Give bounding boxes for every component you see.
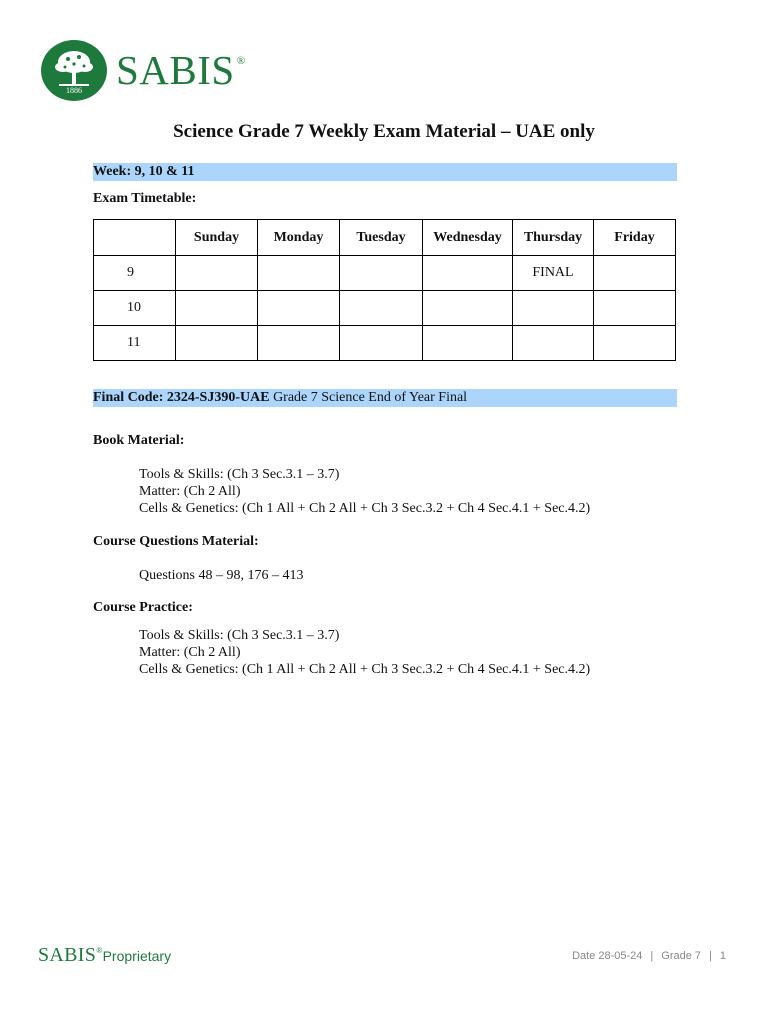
table-row [94,326,676,361]
table-cell [258,291,340,326]
week-band: Week: 9, 10 & 11 [93,163,677,181]
course-questions-label: Course Questions Material: [93,534,259,549]
table-cell [340,291,423,326]
footer-registered-mark: ® [96,946,103,955]
footer-separator: | [650,950,654,962]
table-header-cell: Wednesday [423,220,513,256]
table-cell-week: 11 [94,326,176,361]
table-cell [176,326,258,361]
table-cell: FINAL [513,256,594,291]
final-code-label: Final Code: 2324-SJ390-UAE [93,390,270,405]
book-material-label: Book Material: [93,433,185,448]
table-header-cell: Tuesday [340,220,423,256]
table-cell [340,256,423,291]
brand-name: SABIS [116,47,235,93]
table-header-cell [94,220,176,256]
table-cell [513,291,594,326]
page-number: 1 [719,950,726,962]
sabis-logo [41,40,246,101]
brand-wordmark [116,47,246,93]
final-code-band [93,389,677,407]
table-cell [423,256,513,291]
table-header-cell: Monday [258,220,340,256]
table-cell-week: 10 [94,291,176,326]
table-header-cell: Sunday [176,220,258,256]
footer-brand-name: SABIS [38,944,97,966]
table-cell [340,326,423,361]
tree-seal-icon [41,40,107,101]
footer-separator: | [709,950,712,962]
exam-timetable [93,219,676,361]
footer-grade: Grade 7 [661,950,702,962]
list-item: Matter: (Ch 2 All) [139,484,241,499]
list-item: Cells & Genetics: (Ch 1 All + Ch 2 All + Ch 3 Sec.3.2 + Ch 4 Sec.4.1 + Sec.4.2) [139,501,591,516]
footer-meta [572,950,726,962]
table-cell [594,291,676,326]
seal-year: 1886 [66,86,82,95]
list-item: Matter: (Ch 2 All) [139,645,241,660]
course-practice-list [139,627,590,678]
table-cell [258,256,340,291]
footer-brand [38,944,171,967]
table-cell [423,326,513,361]
table-cell [594,256,676,291]
list-item: Questions 48 – 98, 176 – 413 [139,568,304,583]
table-cell [423,291,513,326]
book-material-list [139,466,590,517]
final-code-description: Grade 7 Science End of Year Final [269,390,468,405]
table-cell [594,326,676,361]
footer-date: Date 28-05-24 [572,950,643,962]
table-cell [176,256,258,291]
list-item: Tools & Skills: (Ch 3 Sec.3.1 – 3.7) [139,467,340,482]
course-questions-list [139,567,304,584]
table-row [94,291,676,326]
list-item: Cells & Genetics: (Ch 1 All + Ch 2 All + Ch 3 Sec.3.2 + Ch 4 Sec.4.1 + Sec.4.2) [139,662,591,677]
table-header-cell: Thursday [513,220,594,256]
table-header-cell: Friday [594,220,676,256]
table-header-row [94,220,676,256]
table-cell [513,326,594,361]
table-cell [258,326,340,361]
list-item: Tools & Skills: (Ch 3 Sec.3.1 – 3.7) [139,628,340,643]
table-cell [176,291,258,326]
table-row [94,256,676,291]
table-cell-week: 9 [94,256,176,291]
footer-proprietary: Proprietary [102,948,172,964]
course-practice-label: Course Practice: [93,600,193,615]
registered-mark: ® [236,55,246,67]
page-title: Science Grade 7 Weekly Exam Material – UAE only [173,121,595,142]
timetable-label: Exam Timetable: [93,191,197,206]
